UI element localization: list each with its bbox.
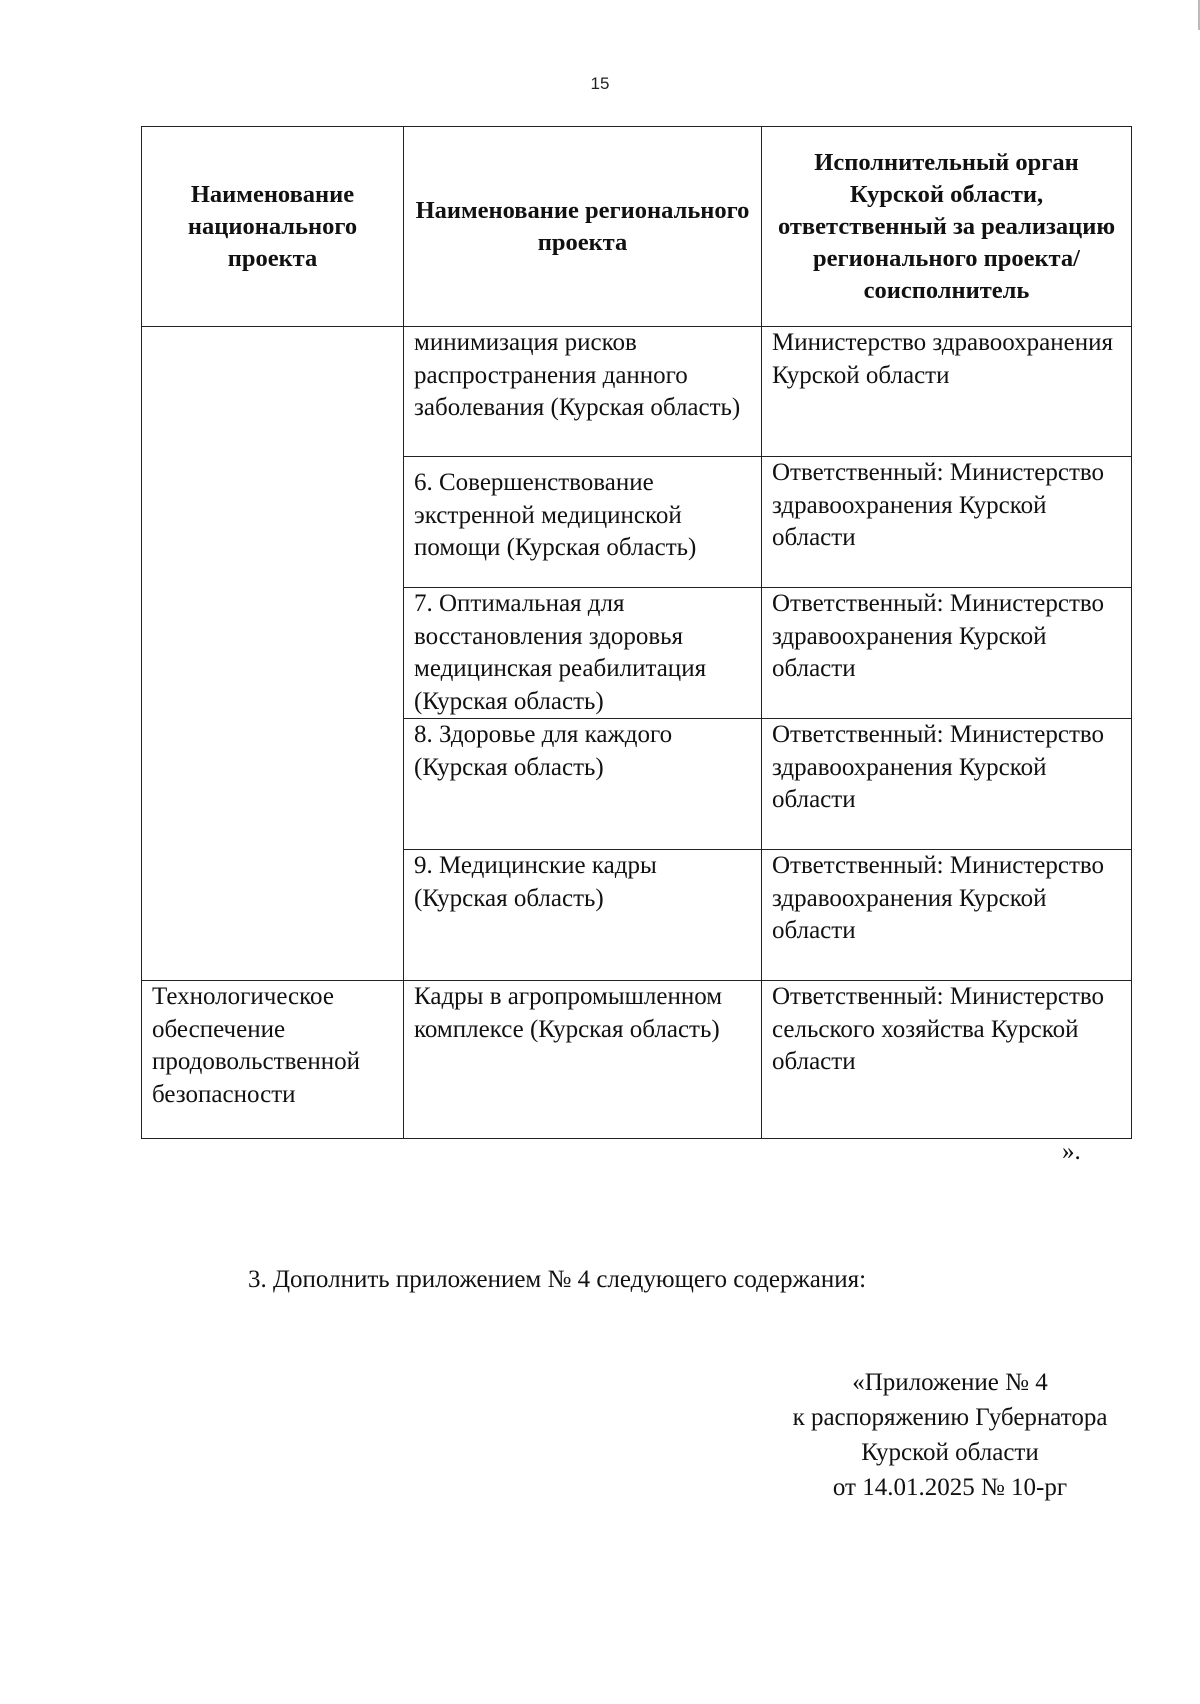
executor-cell: Ответственный: Министерство здравоохранения Курской области xyxy=(762,588,1132,719)
regional-project-cell: 9. Медицинские кадры (Курская область) xyxy=(404,850,762,981)
table-header-row xyxy=(142,127,1132,327)
item-3-paragraph: 3. Дополнить приложением № 4 следующего содержания: xyxy=(248,1266,867,1293)
regional-project-cell: 7. Оптимальная для восстановления здоровья медицинская реабилитация (Курская область) xyxy=(404,588,762,719)
table-row xyxy=(142,981,1132,1139)
header-national-project: Наименование национального проекта xyxy=(142,127,404,327)
appendix-line-2: к распоряжению Губернатора xyxy=(792,1404,1108,1431)
appendix-line-4: от 14.01.2025 № 10-рг xyxy=(832,1474,1068,1501)
appendix-line-3: Курской области xyxy=(861,1439,1039,1466)
regional-project-cell: 8. Здоровье для каждого (Курская область) xyxy=(404,719,762,850)
executor-cell: Ответственный: Министерство здравоохранения Курской области xyxy=(762,850,1132,981)
regional-project-cell: 6. Совершенствование экстренной медицинской помощи (Курская область) xyxy=(404,457,762,588)
closing-quote: ». xyxy=(1062,1138,1081,1165)
national-project-cell xyxy=(142,327,404,981)
regional-project-cell: минимизация рисков распространения данного заболевания (Курская область) xyxy=(404,327,762,457)
executor-cell: Ответственный: Министерство здравоохранения Курской области xyxy=(762,719,1132,850)
appendix-line-1: «Приложение № 4 xyxy=(852,1369,1048,1396)
national-project-cell: Технологическое обеспечение продовольственной безопасности xyxy=(142,981,404,1139)
page-number: 15 xyxy=(590,74,610,93)
executor-cell: Министерство здравоохранения Курской области xyxy=(762,327,1132,457)
table-row xyxy=(142,327,1132,457)
executor-cell: Ответственный: Министерство здравоохранения Курской области xyxy=(762,457,1132,588)
regional-projects-table xyxy=(141,126,1132,1139)
executor-cell: Ответственный: Министерство сельского хозяйства Курской области xyxy=(762,981,1132,1139)
regional-project-cell: Кадры в агропромышленном комплексе (Курская область) xyxy=(404,981,762,1139)
appendix-heading xyxy=(700,1365,1200,1505)
header-executor: Исполнительный орган Курской области, ответственный за реализацию регионального проекта/соисполнитель xyxy=(762,127,1132,327)
header-regional-project: Наименование регионального проекта xyxy=(404,127,762,327)
